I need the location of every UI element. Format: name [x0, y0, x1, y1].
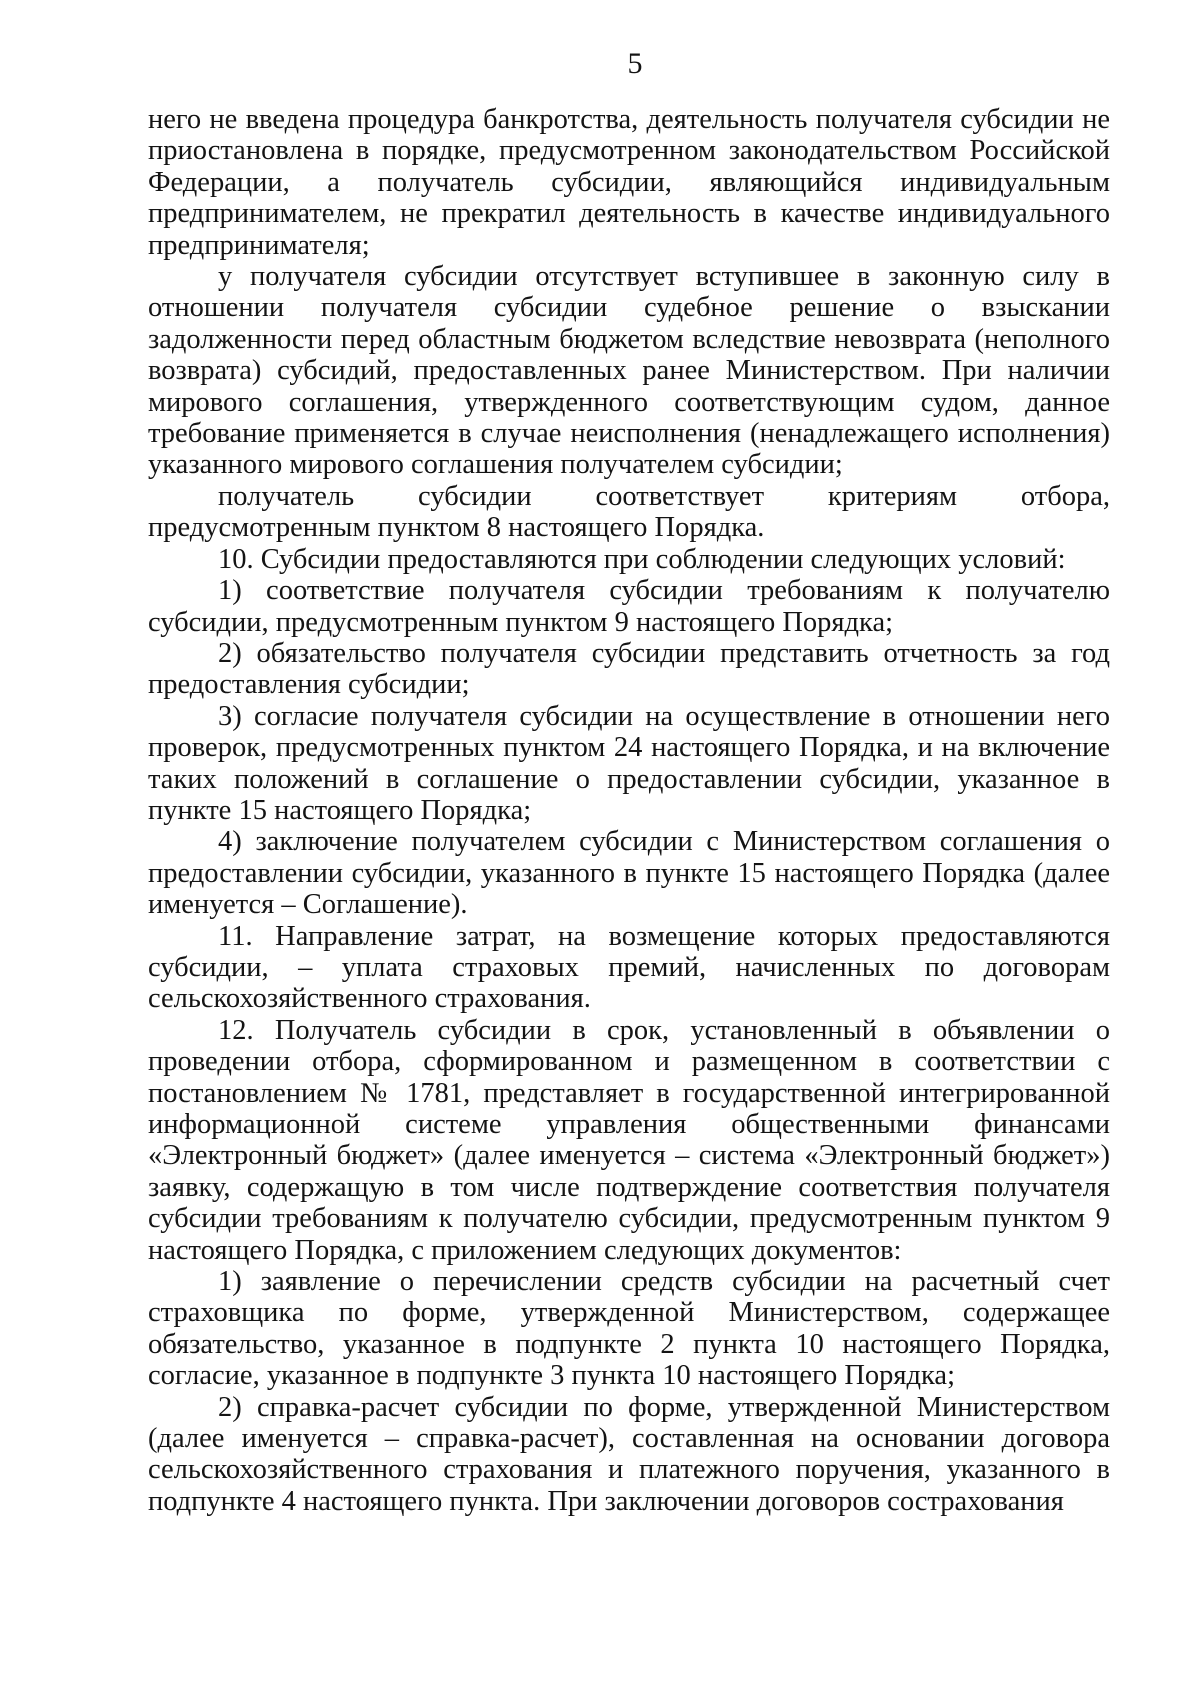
paragraph-10-item-1: 1) соответствие получателя субсидии требованиям к получателю субсидии, предусмотренным пунктом 9 настоящего Порядка;: [148, 575, 1110, 638]
paragraph-no-debt-judgment: у получателя субсидии отсутствует вступившее в законную силу в отношении получателя субсидии судебное решение о взыскании задолженности перед областным бюджетом вследствие невозврата (неполного возврата) субсидий, предоставленных ранее Министерством. При наличии мирового соглашения, утвержденного соответствующим судом, данное требование применяется в случае неисполнения (ненадлежащего исполнения) указанного мирового соглашения получателем субсидии;: [148, 261, 1110, 481]
paragraph-10-item-2: 2) обязательство получателя субсидии представить отчетность за год предоставления субсидии;: [148, 637, 1110, 701]
paragraph-12-application: 12. Получатель субсидии в срок, установленный в объявлении о проведении отбора, сформированном и размещенном в соответствии с постановлением № 1781, представляет в государственной интегрированной информационной системе управления общественными финансами «Электронный бюджет» (далее именуется – система «Электронный бюджет») заявку, содержащую в том числе подтверждение соответствия получателя субсидии требованиям к получателю субсидии, предусмотренным пунктом 9 настоящего Порядка, с приложением следующих документов:: [148, 1014, 1110, 1266]
page-number: 5: [627, 47, 643, 80]
paragraph-11-cost-direction: 11. Направление затрат, на возмещение которых предоставляются субсидии, – уплата страховых премий, начисленных по договорам сельскохозяйственного страхования.: [148, 920, 1110, 1015]
paragraph-bankruptcy-continuation: него не введена процедура банкротства, деятельность получателя субсидии не приостановлена в порядке, предусмотренном законодательством Российской Федерации, а получатель субсидии, являющийся индивидуальным предпринимателем, не прекратил деятельность в качестве индивидуального предпринимателя;: [148, 104, 1110, 261]
document-body: [148, 104, 1110, 1517]
paragraph-10-item-3: 3) согласие получателя субсидии на осуществление в отношении него проверок, предусмотренных пунктом 24 настоящего Порядка, и на включение таких положений в соглашение о предоставлении субсидии, указанное в пункте 15 настоящего Порядка;: [148, 700, 1110, 826]
paragraph-10-item-4: 4) заключение получателем субсидии с Министерством соглашения о предоставлении субсидии, указанного в пункте 15 настоящего Порядка (далее именуется – Соглашение).: [148, 826, 1110, 921]
paragraph-selection-criteria: получатель субсидии соответствует критериям отбора, предусмотренным пунктом 8 настоящего Порядка.: [148, 480, 1110, 544]
paragraph-10-conditions: 10. Субсидии предоставляются при соблюдении следующих условий:: [218, 543, 1066, 575]
paragraph-12-item-1: 1) заявление о перечислении средств субсидии на расчетный счет страховщика по форме, утвержденной Министерством, содержащее обязательство, указанное в подпункте 2 пункта 10 настоящего Порядка, согласие, указанное в подпункте 3 пункта 10 настоящего Порядка;: [148, 1266, 1110, 1392]
paragraph-12-item-2: 2) справка-расчет субсидии по форме, утвержденной Министерством (далее именуется – справка-расчет), составленная на основании договора сельскохозяйственного страхования и платежного поручения, указанного в подпункте 4 настоящего пункта. При заключении договоров сострахования: [148, 1391, 1110, 1517]
